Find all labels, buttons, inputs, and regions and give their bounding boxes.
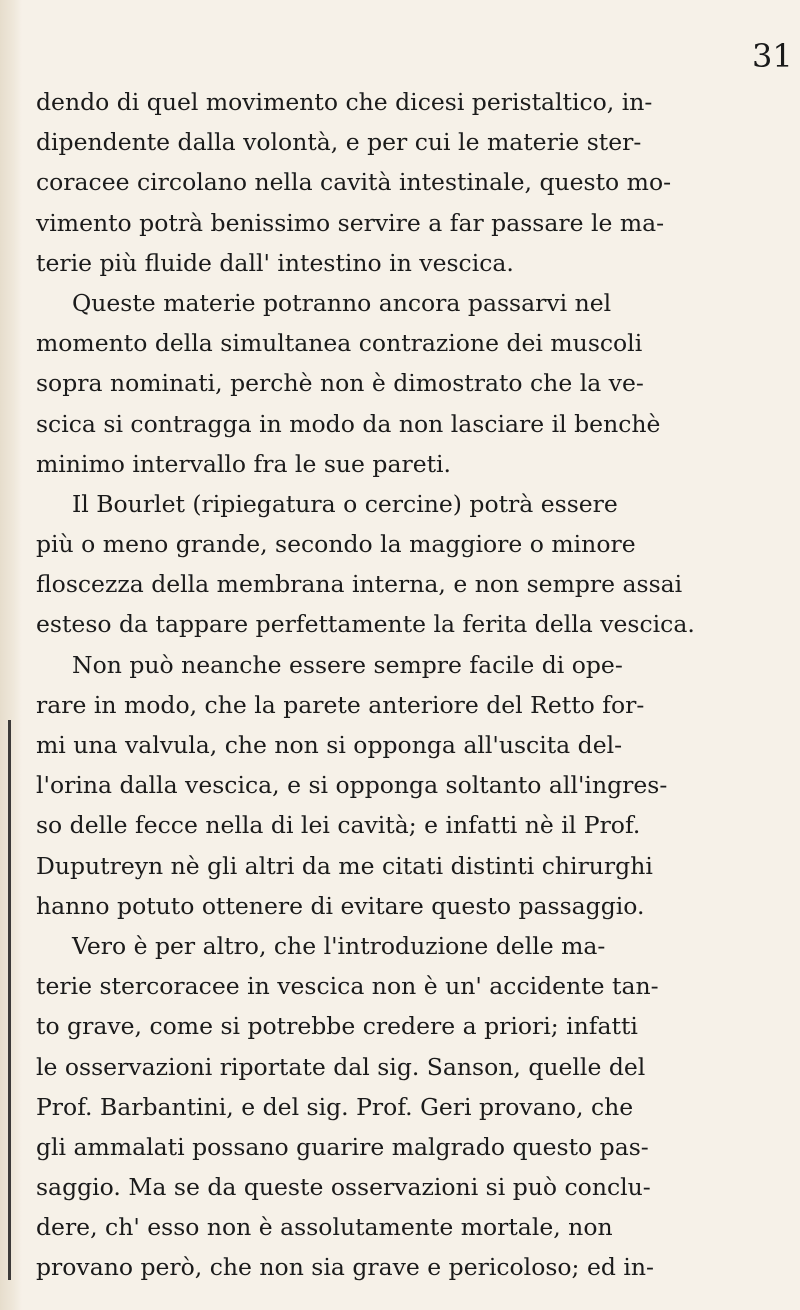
binding-edge [8, 720, 11, 1280]
text-line: le osservazioni riportate dal sig. Sanson, quelle del [36, 1052, 646, 1081]
text-line: dendo di quel movimento che dicesi peristaltico, in- [36, 88, 653, 116]
text-line: so delle fecce nella di lei cavità; e infatti nè il Prof. [36, 811, 641, 840]
text-line: hanno potuto ottenere di evitare questo passaggio. [36, 891, 645, 920]
text-line: provano però, che non sia grave e pericoloso; ed in- [36, 1253, 654, 1282]
paragraph-first-line: Queste materie potranno ancora passarvi nel [72, 288, 612, 317]
text-line: coracee circolano nella cavità intestinale, questo mo- [36, 168, 672, 197]
page-number: 31 [752, 37, 793, 75]
text-line: dipendente dalla volontà, e per cui le materie ster- [36, 128, 642, 157]
text-line: scica si contragga in modo da non lasciare il benchè [36, 409, 661, 438]
text-line: rare in modo, che la parete anteriore del Retto for- [36, 690, 645, 719]
text-line: Prof. Barbantini, e del sig. Prof. Geri provano, che [36, 1092, 634, 1121]
text-line: esteso da tappare perfettamente la ferita della vescica. [36, 610, 695, 639]
text-line: dere, ch' esso non è assolutamente mortale, non [36, 1213, 613, 1242]
text-line: saggio. Ma se da queste osservazioni si può conclu- [36, 1173, 651, 1202]
text-line: floscezza della membrana interna, e non sempre assai [36, 570, 683, 599]
paragraph-first-line: Vero è per altro, che l'introduzione delle ma- [72, 931, 606, 960]
text-line: vimento potrà benissimo servire a far passare le ma- [36, 208, 665, 237]
text-line: mi una valvula, che non si opponga all'uscita del- [36, 731, 623, 759]
text-line: to grave, come si potrebbe credere a priori; infatti [36, 1012, 638, 1041]
paragraph-first-line: Il Bourlet (ripiegatura o cercine) potrà essere [72, 489, 618, 518]
text-line: minimo intervallo fra le sue pareti. [36, 449, 452, 478]
text-line: l'orina dalla vescica, e si opponga soltanto all'ingres- [36, 771, 668, 800]
page-gutter-shadow [0, 0, 22, 1310]
text-line: terie stercoracee in vescica non è un' accidente tan- [36, 972, 659, 1001]
paragraph-first-line: Non può neanche essere sempre facile di ope- [72, 650, 623, 679]
text-line: gli ammalati possano guarire malgrado questo pas- [36, 1132, 649, 1161]
body-text [36, 82, 768, 1288]
text-line: Duputreyn nè gli altri da me citati distinti chirurghi [36, 851, 653, 880]
text-line: più o meno grande, secondo la maggiore o minore [36, 530, 636, 559]
text-line: terie più fluide dall' intestino in vescica. [36, 248, 514, 277]
text-line: momento della simultanea contrazione dei muscoli [36, 329, 643, 358]
text-line: sopra nominati, perchè non è dimostrato che la ve- [36, 369, 644, 398]
